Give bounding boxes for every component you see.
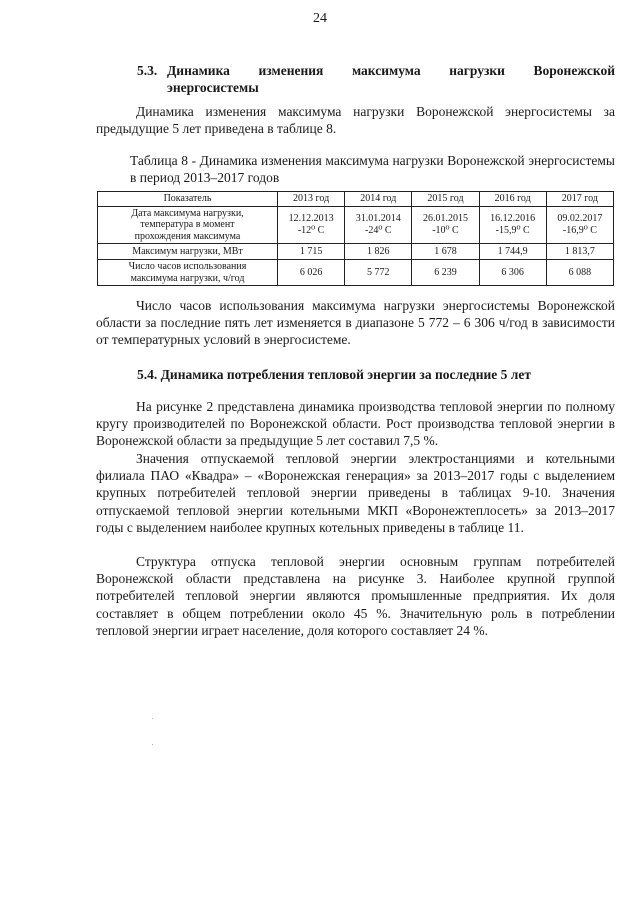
table-cell: 09.02.2017 -16,9⁰ С [546, 206, 613, 244]
section-5-3-heading [137, 62, 615, 96]
table-header-cell: 2016 год [479, 192, 546, 207]
table-cell: 12.12.2013 -12⁰ С [278, 206, 345, 244]
table-row [98, 244, 614, 260]
table-cell: 31.01.2014 -24⁰ С [345, 206, 412, 244]
row-label: Дата максимума нагрузки, температура в момент прохождения максимума [98, 206, 278, 244]
row-label: Число часов использования максимума нагрузки, ч/год [98, 260, 278, 286]
table-cell: 5 772 [345, 260, 412, 286]
table-cell: 26.01.2015 -10⁰ С [412, 206, 479, 244]
table-row [98, 206, 614, 244]
table-cell: 1 744,9 [479, 244, 546, 260]
table-header-cell: Показатель [98, 192, 278, 207]
table-cell: 6 239 [412, 260, 479, 286]
table-cell: 6 088 [546, 260, 613, 286]
page-number: 24 [313, 11, 327, 26]
section-5-4-paragraph: Значения отпускаемой тепловой энергии электростанциями и котельными филиала ПАО «Квадра» – «Воронежская генерация» за 2013–2017 годы с выделением крупных потребителей тепловой энергии приведены в таблицах 9-10. Значения отпускаемой тепловой энергии котельными МКП «Воронежтеплосеть» за 2013–2017 годы с выделением наиболее крупных котельных приведены в таблице 11. [96, 451, 615, 535]
section-5-3-title-line1 [137, 62, 615, 79]
table-8 [97, 191, 614, 286]
table-header-cell: 2014 год [345, 192, 412, 207]
section-5-3-title-part: максимума [351, 63, 421, 78]
table-cell: 1 826 [345, 244, 412, 260]
table-row [98, 260, 614, 286]
section-5-3-number: 5.3. [137, 63, 158, 78]
table-cell: 6 306 [479, 260, 546, 286]
paragraph-after-table: Число часов использования максимума нагрузки энергосистемы Воронежской области за последние пять лет изменяется в диапазоне 5 772 – 6 306 ч/год в зависимости от температурных условий в энергосистеме. [96, 298, 615, 348]
table-cell: 1 678 [412, 244, 479, 260]
section-5-4-heading: 5.4. Динамика потребления тепловой энергии за последние 5 лет [137, 367, 531, 382]
table-header-cell: 2017 год [546, 192, 613, 207]
scan-speck [152, 718, 153, 719]
section-5-3-title-part: Воронежской [533, 63, 615, 78]
section-5-4-paragraph: Структура отпуска тепловой энергии основным группам потребителей Воронежской области представлена на рисунке 3. Наиболее крупной группой потребителей тепловой энергии являются промышленные предприятия. Их доля составляет в общем потреблении около 45 %. Значительную роль в потреблении тепловой энергии играет население, доля которого составляет 24 %. [96, 554, 615, 638]
section-5-3-paragraph: Динамика изменения максимума нагрузки Воронежской энергосистемы за предыдущие 5 лет приведена в таблице 8. [96, 104, 615, 137]
scan-speck [152, 744, 153, 745]
table-cell: 1 813,7 [546, 244, 613, 260]
row-label: Максимум нагрузки, МВт [98, 244, 278, 260]
section-5-3-title-part: 5.3. Динамика [137, 63, 230, 78]
table-cell: 6 026 [278, 260, 345, 286]
table-8-caption: Таблица 8 - Динамика изменения максимума нагрузки Воронежской энергосистемы в период 2013–2017 годов [130, 153, 615, 185]
section-5-3-title-line2: энергосистемы [167, 80, 259, 95]
section-5-3-title-part: изменения [258, 63, 324, 78]
table-cell: 16.12.2016 -15,9⁰ С [479, 206, 546, 244]
section-5-3-title-part: нагрузки [449, 63, 505, 78]
table-cell: 1 715 [278, 244, 345, 260]
table-header-row [98, 192, 614, 207]
section-5-4-paragraph: На рисунке 2 представлена динамика производства тепловой энергии по полному кругу производителей по Воронежской области. Рост производства тепловой энергии в Воронежской области за предыдущие 5 лет составил 7,5 %. [96, 399, 615, 449]
table-header-cell: 2015 год [412, 192, 479, 207]
table-header-cell: 2013 год [278, 192, 345, 207]
